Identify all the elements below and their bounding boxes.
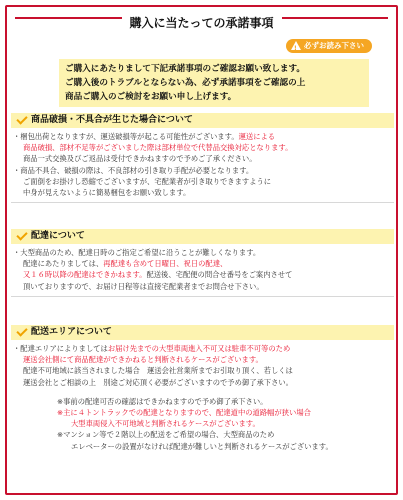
section-heading-label: 配達について <box>31 231 85 241</box>
text-line <box>13 354 394 365</box>
terms-panel <box>5 5 398 495</box>
badge-label: 必ずお読み下さい <box>304 41 364 50</box>
title-divider-left <box>15 17 122 19</box>
text-line <box>13 343 394 354</box>
emphasis-text: お届け先までの大型車両進入不可又は駐車不可等のため <box>107 344 291 353</box>
section-delivery <box>11 229 394 297</box>
emphasis-text: 運送による <box>238 132 276 141</box>
emphasis-text: 運送会社側にて商品配達ができかねると判断されるケースがございます。 <box>23 355 263 365</box>
check-icon <box>16 325 27 336</box>
section-delivery-area <box>11 325 394 452</box>
check-icon <box>16 229 27 240</box>
body-text: 商品一式交換及びご返品は受付できかねますので予めご了承ください。 <box>23 154 257 164</box>
body-text: 頂いておりますので、お届け日程等は直接宅配業者までお問合せ下さい。 <box>23 281 264 291</box>
emphasis-text: 再配達も含めて日曜日、祝日の配達、 <box>103 259 228 269</box>
section-body <box>11 128 394 198</box>
text-line <box>13 407 394 418</box>
body-text: 中身が見えないように簡易梱包をお願い致します。 <box>23 188 191 198</box>
body-text: 配達にあたりましては、 <box>23 259 104 269</box>
emphasis-text: 商品破損、部材不足等がございました際は部材単位で代替品交換対応となります。 <box>23 143 293 153</box>
text-line <box>13 142 394 153</box>
text-line <box>13 429 394 440</box>
text-line <box>13 365 394 376</box>
section-divider <box>11 296 394 297</box>
title-divider-right <box>282 17 389 19</box>
body-text: ※事前の配達可否の確認はできかねますので予め御了承下さい。 <box>57 396 268 406</box>
emphasis-text: 又１６時以降の配達はできかねます。 <box>23 270 147 280</box>
notice-line: ご購入後のトラブルとならない為、必ず承諾事項をご確認の上 <box>65 78 306 88</box>
section-heading <box>11 113 394 128</box>
section-divider <box>11 202 394 203</box>
text-line <box>13 396 394 407</box>
text-line <box>13 258 394 269</box>
text-line <box>13 377 394 388</box>
warning-icon <box>291 41 301 50</box>
check-icon <box>16 113 27 124</box>
body-text: 配送後、宅配便の問合せ番号をご案内させて <box>146 270 293 280</box>
text-line <box>13 281 394 292</box>
notice-line: ご購入にあたりまして下記承諾事項のご確認お願い致します。 <box>65 64 305 74</box>
text-line <box>13 247 394 258</box>
section-damage <box>11 113 394 203</box>
body-text: ご面倒をお掛けし恐縮でございますが、宅配業者が引き取りできますように <box>23 176 272 186</box>
section-heading <box>11 229 394 244</box>
body-text: ・梱包出荷となりますが、運送破損等が起こる可能性がございます。 <box>13 132 239 141</box>
section-heading-label: 商品破損・不具合が生じた場合について <box>31 115 193 125</box>
body-text: ※マンション等で２階以上の配送をご希望の場合、大型商品のため <box>57 430 275 440</box>
text-line <box>13 176 394 187</box>
text-line <box>13 153 394 164</box>
section-heading <box>11 325 394 340</box>
title-bar <box>7 5 396 31</box>
text-line <box>13 187 394 198</box>
text-line <box>13 131 394 142</box>
section-body <box>11 340 394 388</box>
emphasis-text: ※主に４トントラックでの配達となりますので、配達道中の道路幅が狭い場合 <box>57 408 311 418</box>
body-text: 配達不可地域に該当されました場合 運送会社営業所までお引取り頂く、若しくは <box>23 366 293 376</box>
section-notes <box>11 388 394 452</box>
text-line <box>13 418 394 429</box>
notice-line: 商品ご購入のご検討をお願い申し上げます。 <box>65 92 237 102</box>
text-line <box>13 269 394 280</box>
body-text: ・配達エリアによりましては <box>13 344 108 353</box>
text-line <box>13 165 394 176</box>
body-text: ・商品不具合、破損の際は、不良部材の引き取り手配が必要となります。 <box>13 165 254 175</box>
emphasis-text: 大型車両侵入不可地域と判断されるケースがございます。 <box>71 419 260 429</box>
text-line <box>13 441 394 452</box>
section-body <box>11 244 394 292</box>
must-read-badge <box>286 39 372 53</box>
body-text: ・大型商品のため、配達日時のご指定ご希望に沿うことが難しくなります。 <box>13 248 261 257</box>
notice-box <box>59 59 369 107</box>
page-title: 購入に当たっての承諾事項 <box>129 15 274 30</box>
section-heading-label: 配送エリアについて <box>31 327 112 337</box>
body-text: エレベーターの設置がなければ配達が難しいと判断されるケースがございます。 <box>71 441 333 451</box>
body-text: 運送会社とご相談の上 別途ご対応頂く必要がございますので予め御了承下さい。 <box>23 377 293 387</box>
